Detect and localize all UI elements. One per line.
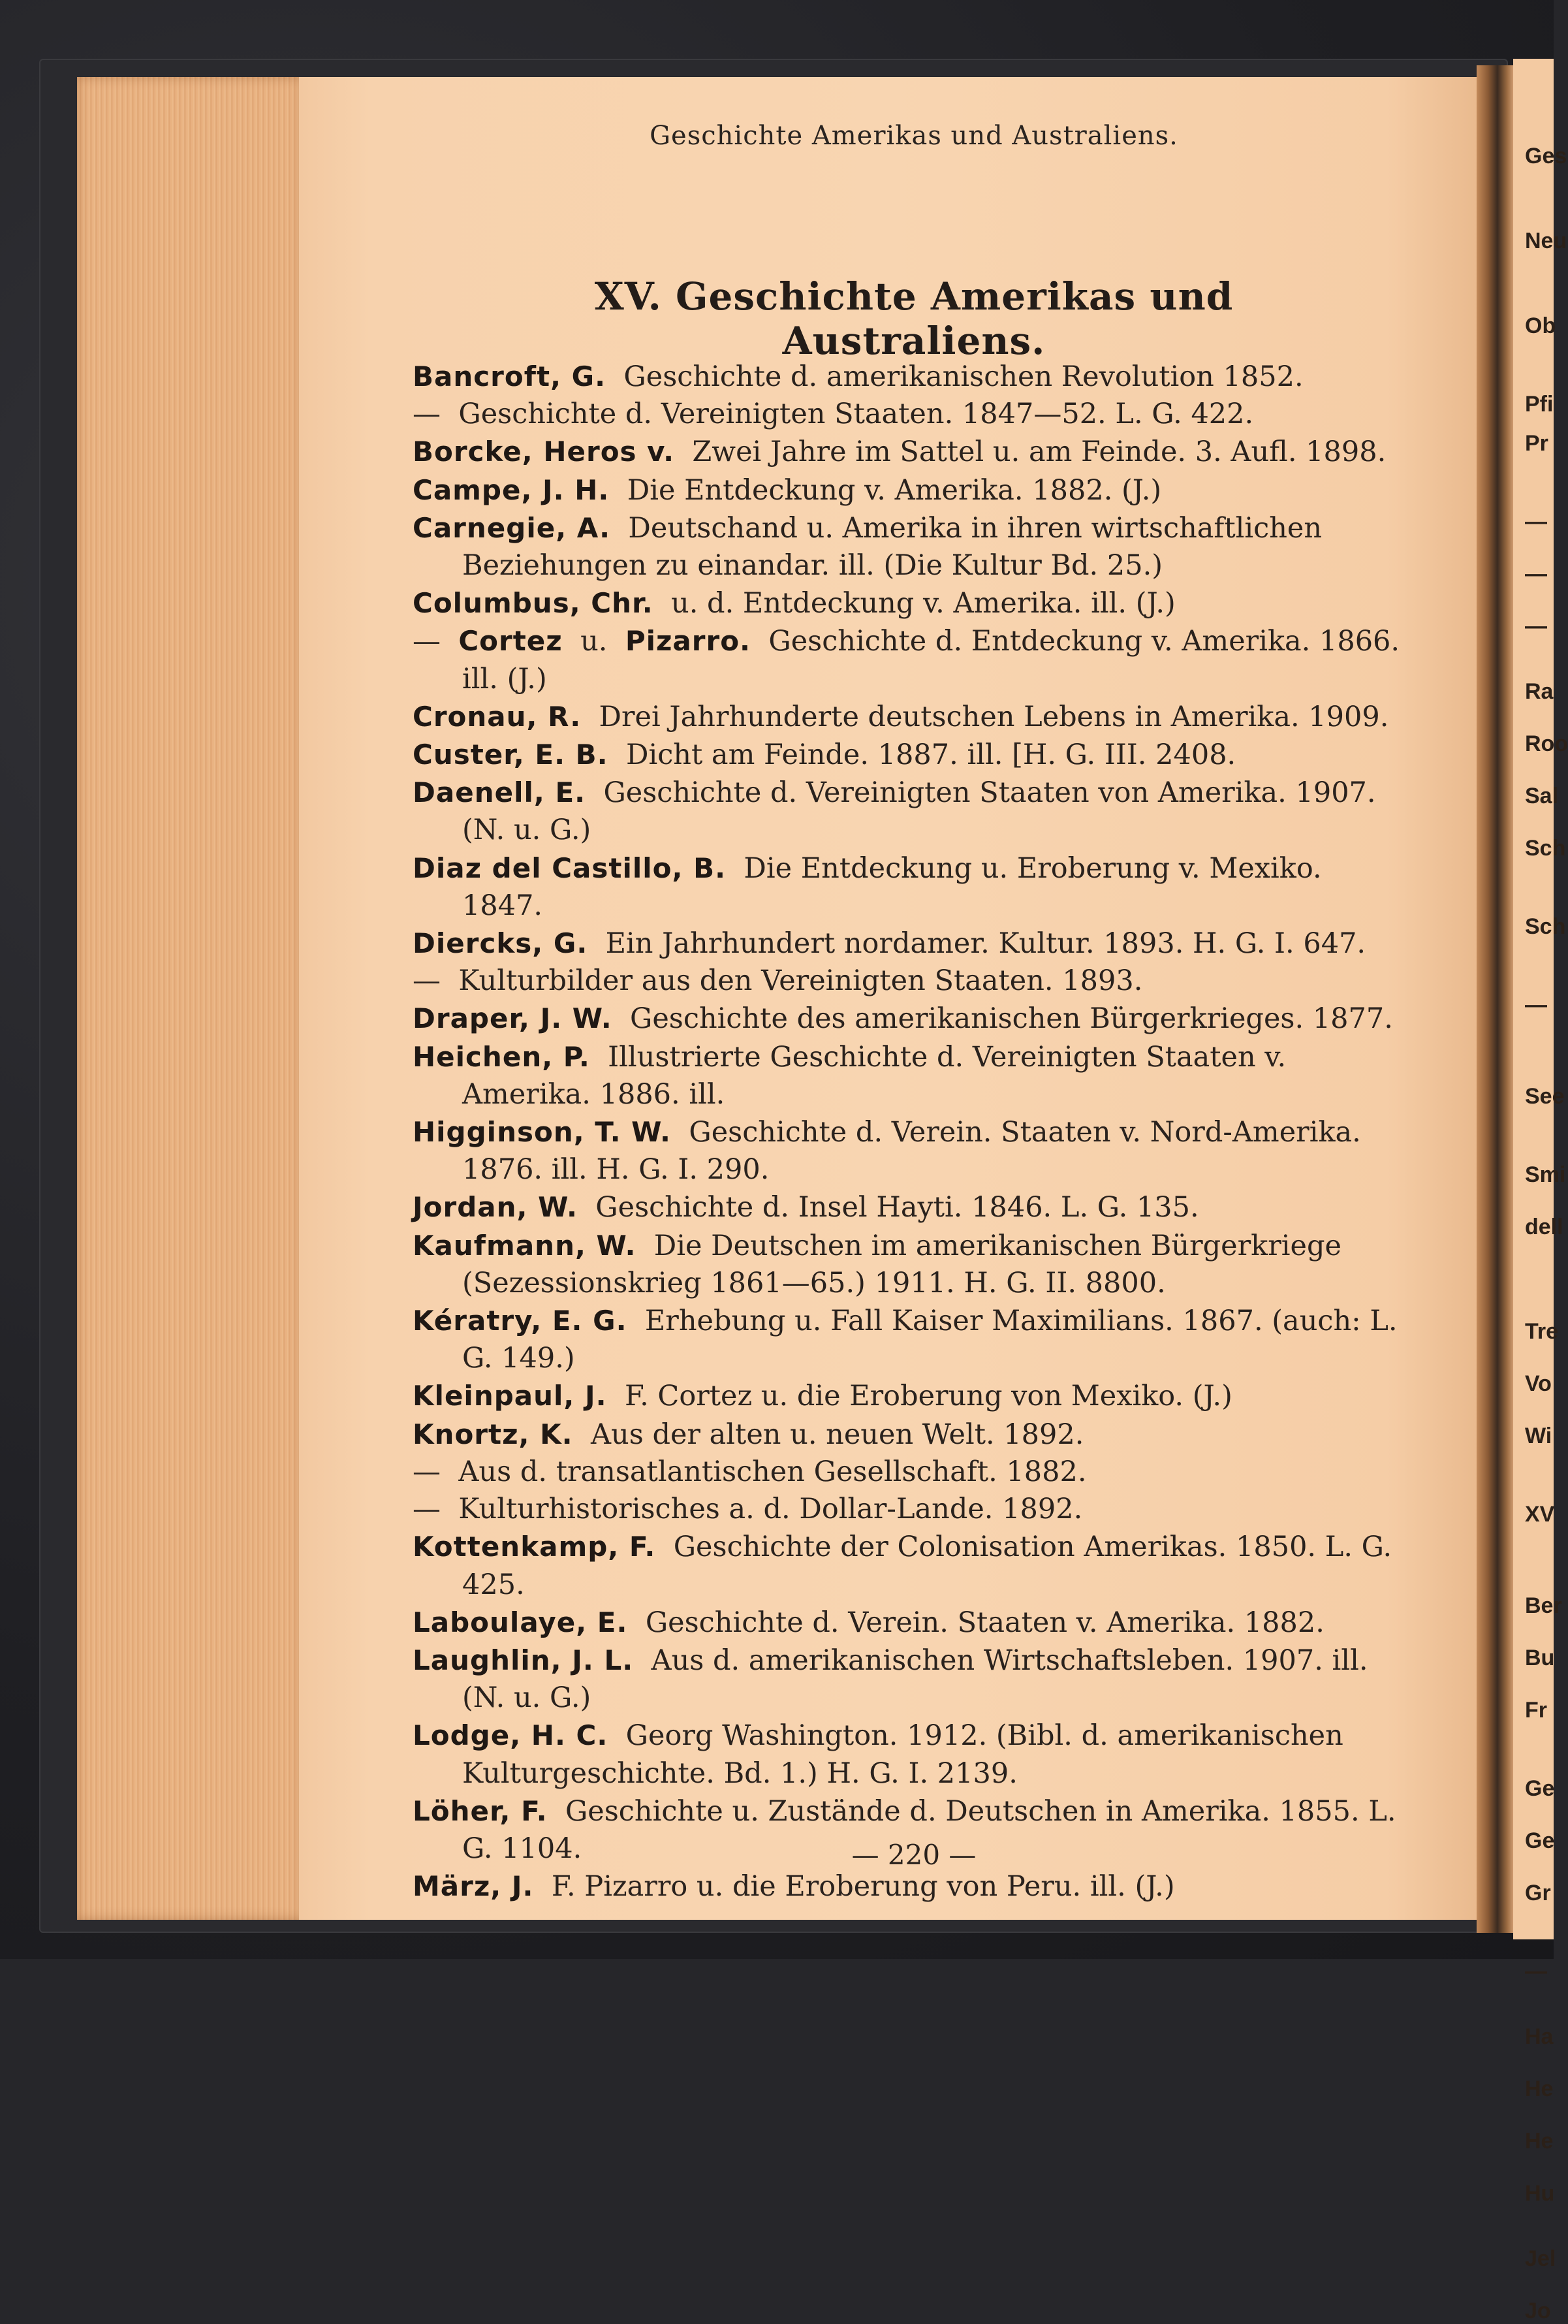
bibliography-entry	[413, 584, 1411, 622]
running-head: Geschichte Amerikas und Australiens.	[650, 121, 1178, 151]
bibliography-entry	[413, 471, 1411, 509]
chapter-title: XV. Geschichte Amerikas und Australiens.	[594, 274, 1234, 363]
bibliography-entry	[413, 1528, 1411, 1603]
entry-text: Aus d. amerikanischen Wirtschaftsleben. 1907. ill. (N. u. G.)	[462, 1644, 1368, 1715]
entry-author: Kleinpaul, J.	[413, 1380, 607, 1412]
bibliography-list	[413, 358, 1411, 1905]
entry-author: Jordan, W.	[413, 1191, 578, 1224]
facing-page-text: Ge	[1525, 1828, 1555, 1853]
entry-author: Diaz del Castillo, B.	[413, 852, 727, 884]
facing-page-text: Smi	[1525, 1162, 1566, 1187]
bibliography-entry	[413, 736, 1411, 774]
entry-text: Aus d. transatlantischen Gesellschaft. 1882.	[458, 1455, 1087, 1488]
entry-text: Geschichte u. Zustände d. Deutschen in Amerika. 1855. L. G. 1104.	[462, 1794, 1396, 1865]
entry-text: Kulturhistorisches a. d. Dollar-Lande. 1892.	[458, 1493, 1083, 1526]
entry-text: Geschichte d. Verein. Staaten v. Nord-Amerika. 1876. ill. H. G. I. 290.	[462, 1116, 1361, 1186]
facing-page-text: —	[1525, 993, 1547, 1017]
entry-text: Illustrierte Geschichte d. Vereinigten Staaten v. Amerika. 1886. ill.	[462, 1040, 1287, 1111]
bibliography-entry	[413, 1868, 1411, 1905]
facing-page-text: —	[1525, 614, 1547, 639]
ditto-dash: —	[413, 1493, 441, 1526]
bibliography-entry	[413, 1642, 1411, 1717]
bibliography-entry	[413, 1227, 1411, 1302]
facing-page-text: Fr	[1525, 1698, 1547, 1723]
entry-author: Draper, J. W.	[413, 1002, 612, 1035]
facing-page-text: Ber	[1525, 1593, 1562, 1618]
entry-author: Columbus, Chr.	[413, 587, 653, 620]
ditto-dash: —	[413, 625, 441, 658]
entry-author: Heichen, P.	[413, 1040, 590, 1073]
ditto-dash: —	[413, 398, 441, 431]
facing-page-text: Wi	[1525, 1424, 1552, 1448]
entry-author: Daenell, E.	[413, 776, 586, 809]
entry-text: Geschichte d. Entdeckung v. Amerika. 1866. ill. (J.)	[462, 625, 1400, 695]
facing-page-text: Pr	[1525, 431, 1548, 456]
entry-text: Georg Washington. 1912. (Bibl. d. amerikanischen Kulturgeschichte. Bd. 1.) H. G. I. 2139.	[462, 1719, 1343, 1790]
entry-author: Cortez	[458, 625, 563, 658]
bibliography-entry	[413, 1377, 1411, 1415]
entry-author: Kottenkamp, F.	[413, 1531, 656, 1563]
bibliography-entry	[413, 1454, 1411, 1491]
entry-text: Geschichte der Colonisation Amerikas. 1850. L. G. 425.	[462, 1531, 1392, 1601]
entry-author: Löher, F.	[413, 1794, 548, 1827]
entry-text: u. d. Entdeckung v. Amerika. ill. (J.)	[671, 587, 1176, 620]
bibliography-entry	[413, 1000, 1411, 1038]
entry-text: Die Deutschen im amerikanischen Bürgerkriege (Sezessionskrieg 1861—65.) 1911. H. G. II. 8800.	[462, 1229, 1341, 1299]
facing-page-text: Ra	[1525, 679, 1554, 704]
entry-author: Campe, J. H.	[413, 473, 610, 506]
entry-text: Dicht am Feinde. 1887. ill. [H. G. III. 2408.	[625, 739, 1236, 772]
facing-page-text: Roo	[1525, 731, 1568, 756]
entry-text: Drei Jahrhunderte deutschen Lebens in Amerika. 1909.	[599, 700, 1389, 733]
entry-author: Pizarro.	[625, 625, 751, 658]
entry-text: Geschichte d. Vereinigten Staaten. 1847—52. L. G. 422.	[458, 398, 1254, 431]
entry-text: F. Pizarro u. die Eroberung von Peru. ill. (J.)	[551, 1870, 1175, 1903]
entry-author: Custer, E. B.	[413, 739, 608, 771]
facing-page-text: Sch	[1525, 836, 1566, 861]
bibliography-entry	[413, 963, 1411, 1000]
entry-author: Bancroft, G.	[413, 360, 606, 392]
entry-text: Geschichte d. Verein. Staaten v. Amerika. 1882.	[645, 1606, 1325, 1639]
entry-text: Geschichte des amerikanischen Bürgerkrieges. 1877.	[630, 1002, 1393, 1036]
entry-text: Kulturbilder aus den Vereinigten Staaten. 1893.	[458, 964, 1143, 998]
bibliography-entry	[413, 1188, 1411, 1226]
bibliography-entry	[413, 396, 1411, 433]
bibliography-entry	[413, 509, 1411, 584]
facing-page-text: Jo	[1525, 2299, 1551, 2323]
entry-text: u.	[580, 625, 608, 658]
entry-author: Kératry, E. G.	[413, 1305, 627, 1337]
entry-author: Knortz, K.	[413, 1418, 573, 1450]
bibliography-entry	[413, 925, 1411, 963]
ditto-dash: —	[413, 1455, 441, 1488]
entry-text: Zwei Jahre im Sattel u. am Feinde. 3. Aufl. 1898.	[692, 436, 1387, 469]
entry-author: Laboulaye, E.	[413, 1606, 628, 1638]
entry-author: Kaufmann, W.	[413, 1229, 636, 1262]
bibliography-entry	[413, 850, 1411, 925]
bibliography-entry	[413, 1113, 1411, 1188]
facing-page-text: Sal	[1525, 784, 1559, 808]
bibliography-entry	[413, 622, 1411, 697]
entry-text: Die Entdeckung u. Eroberung v. Mexiko. 1847.	[462, 852, 1322, 922]
page-number: — 220 —	[851, 1839, 977, 1871]
facing-page-text: Tre	[1525, 1319, 1559, 1344]
facing-page-text: dell	[1525, 1215, 1563, 1239]
bibliography-entry	[413, 1717, 1411, 1792]
page-stack-edge	[77, 77, 302, 1920]
entry-author: Diercks, G.	[413, 927, 588, 960]
bibliography-entry	[413, 698, 1411, 736]
bibliography-entry	[413, 1604, 1411, 1642]
entry-author: Carnegie, A.	[413, 511, 611, 544]
entry-text: Geschichte d. Vereinigten Staaten von Amerika. 1907. (N. u. G.)	[462, 776, 1376, 847]
facing-page-text: Ha	[1525, 2024, 1554, 2049]
ditto-dash: —	[413, 964, 441, 998]
facing-page-text: Pfi	[1525, 392, 1554, 417]
facing-page-text: Ge	[1525, 1776, 1555, 1801]
entry-author: Higginson, T. W.	[413, 1116, 672, 1149]
facing-page-text: —	[1525, 562, 1547, 586]
facing-page-text: —	[1525, 509, 1547, 534]
facing-page-text: Ges	[1525, 144, 1567, 168]
entry-author: März, J.	[413, 1870, 534, 1903]
facing-page-text: Neu	[1525, 229, 1567, 253]
facing-page-text: Sch	[1525, 914, 1566, 939]
facing-page-text: He	[1525, 2129, 1554, 2154]
bibliography-entry	[413, 433, 1411, 471]
facing-page-text: He	[1525, 2077, 1554, 2101]
facing-page-text: XV	[1525, 1502, 1555, 1527]
facing-page-text: —	[1525, 1959, 1547, 1984]
entry-text: Erhebung u. Fall Kaiser Maximilians. 1867. (auch: L. G. 149.)	[462, 1305, 1398, 1375]
facing-page-text: Gr	[1525, 1881, 1551, 1905]
entry-author: Laughlin, J. L.	[413, 1644, 634, 1676]
entry-text: Die Entdeckung v. Amerika. 1882. (J.)	[627, 473, 1162, 507]
entry-text: F. Cortez u. die Eroberung von Mexiko. (J.)	[624, 1380, 1232, 1413]
facing-page-text: See	[1525, 1084, 1565, 1109]
entry-text: Aus der alten u. neuen Welt. 1892.	[590, 1418, 1084, 1451]
bibliography-entry	[413, 774, 1411, 849]
entry-text: Ein Jahrhundert nordamer. Kultur. 1893. H. G. I. 647.	[605, 927, 1366, 961]
bibliography-entry	[413, 1302, 1411, 1377]
facing-page-text: Bu	[1525, 1646, 1555, 1670]
facing-page-fragment	[1513, 59, 1568, 2323]
entry-text: Geschichte d. amerikanischen Revolution 1852.	[623, 360, 1304, 393]
bibliography-entry	[413, 1038, 1411, 1113]
facing-page-text: Jel	[1525, 2246, 1556, 2271]
entry-author: Lodge, H. C.	[413, 1719, 608, 1752]
bibliography-entry	[413, 1416, 1411, 1454]
bibliography-entry	[413, 1491, 1411, 1528]
entry-author: Borcke, Heros v.	[413, 436, 675, 468]
bibliography-entry	[413, 358, 1411, 396]
book-gutter	[1477, 65, 1514, 1933]
facing-page-text: Hu	[1525, 2181, 1555, 2206]
facing-page-text: Ob	[1525, 313, 1556, 338]
entry-text: Deutschand u. Amerika in ihren wirtschaftlichen Beziehungen zu einandar. ill. (Die Kultur Bd. 25.)	[462, 511, 1323, 582]
facing-page-text: Vo	[1525, 1371, 1552, 1396]
entry-text: Geschichte d. Insel Hayti. 1846. L. G. 135.	[595, 1191, 1199, 1224]
entry-author: Cronau, R.	[413, 700, 582, 733]
